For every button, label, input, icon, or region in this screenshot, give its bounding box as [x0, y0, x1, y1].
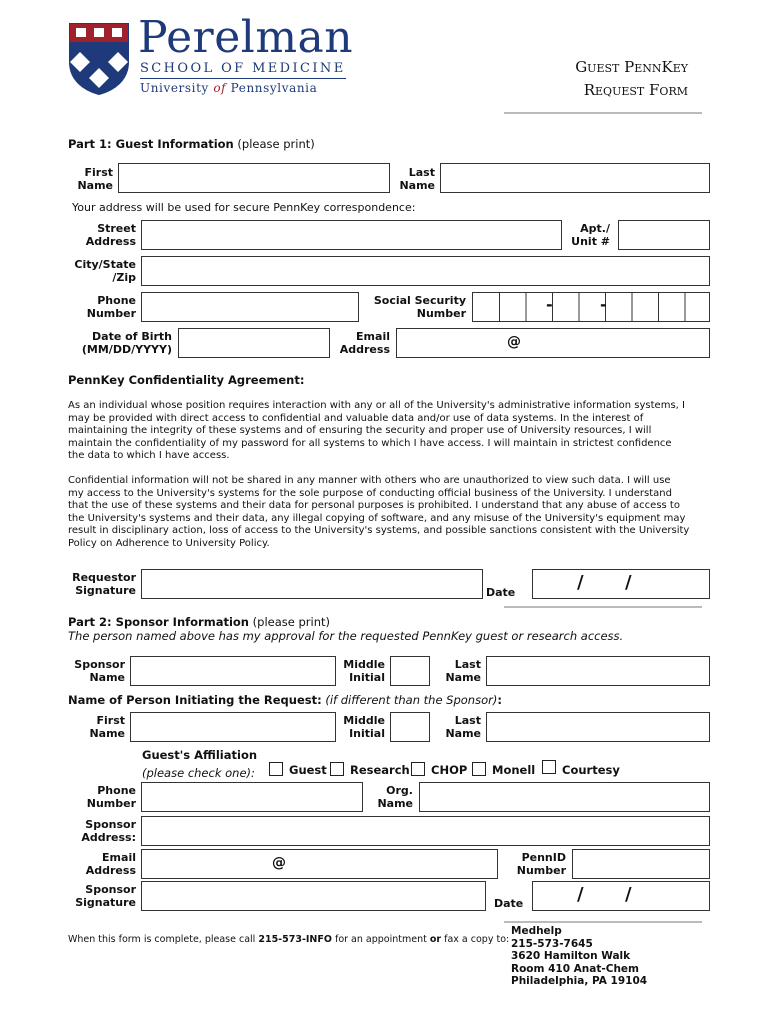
checkbox-guest[interactable]	[269, 762, 283, 776]
date-slash-2: /	[625, 572, 632, 593]
sponsor-address-label: Sponsor Address:	[81, 818, 136, 844]
apt-label: Apt./ Unit #	[571, 222, 610, 248]
sponsor-email-label: Email Address	[85, 851, 136, 877]
requestor-signature-input[interactable]	[141, 569, 483, 599]
sponsor-signature-input[interactable]	[141, 881, 486, 911]
logo-school: SCHOOL OF MEDICINE	[140, 61, 346, 76]
part-divider	[504, 606, 702, 608]
sponsor-last-input[interactable]	[486, 656, 710, 686]
first-name-label: First Name	[77, 166, 113, 192]
approval-note: The person named above has my approval for the requested PennKey guest or research access.	[68, 629, 624, 643]
checkbox-courtesy[interactable]	[542, 760, 556, 774]
sponsor-email-input[interactable]	[141, 849, 498, 879]
logo-university: University of Pennsylvania	[140, 81, 318, 95]
header-rule	[504, 112, 702, 114]
initiator-last-input[interactable]	[486, 712, 710, 742]
label-chop: CHOP	[431, 763, 468, 777]
fax-address: Medhelp 215-573-7645 3620 Hamilton Walk Room 410 Anat-Chem Philadelphia, PA 19104	[511, 925, 648, 988]
footer-instructions: When this form is complete, please call 215-573-INFO for an appointment or fax a copy to:	[68, 934, 510, 945]
initiator-last-label: Last Name	[445, 714, 481, 740]
dob-input[interactable]	[178, 328, 330, 358]
sponsor-phone-input[interactable]	[141, 782, 363, 812]
ssn-dash-1: -	[546, 295, 553, 314]
initiator-middle-input[interactable]	[390, 712, 430, 742]
ssn-input[interactable]	[472, 292, 710, 322]
sponsor-signature-label: Sponsor Signature	[75, 883, 136, 909]
affiliation-note: (please check one):	[142, 766, 255, 780]
label-guest: Guest	[289, 763, 327, 777]
label-courtesy: Courtesy	[562, 763, 620, 777]
email-input[interactable]	[396, 328, 710, 358]
date-slash-1: /	[577, 572, 584, 593]
initiator-middle-label: Middle Initial	[343, 714, 385, 740]
checkbox-research[interactable]	[330, 762, 344, 776]
dob-label: Date of Birth (MM/DD/YYYY)	[81, 330, 172, 356]
initiator-heading: Name of Person Initiating the Request: (if different than the Sponsor):	[68, 693, 502, 707]
sponsor-last-label: Last Name	[445, 658, 481, 684]
agreement-heading: PennKey Confidentiality Agreement:	[68, 373, 305, 387]
sponsor-date-slash-2: /	[625, 884, 632, 905]
sponsor-middle-input[interactable]	[390, 656, 430, 686]
form-title: Guest PennKey Request Form	[575, 58, 688, 99]
part2-heading: Part 2: Sponsor Information (please print)	[68, 615, 330, 629]
address-note: Your address will be used for secure PennKey correspondence:	[72, 201, 416, 214]
first-name-input[interactable]	[118, 163, 390, 193]
sponsor-middle-label: Middle Initial	[343, 658, 385, 684]
sponsor-date-input[interactable]	[532, 881, 710, 911]
email-label: Email Address	[339, 330, 390, 356]
checkbox-monell[interactable]	[472, 762, 486, 776]
sponsor-date-slash-1: /	[577, 884, 584, 905]
logo-name: Perelman	[138, 12, 354, 63]
street-input[interactable]	[141, 220, 562, 250]
phone-label: Phone Number	[86, 294, 136, 320]
affiliation-label: Guest's Affiliation	[142, 748, 258, 762]
city-label: City/State /Zip	[74, 258, 136, 284]
sponsor-name-input[interactable]	[130, 656, 336, 686]
sponsor-date-label: Date	[494, 897, 524, 910]
sponsor-email-at-sign: @	[272, 855, 286, 871]
footer-divider	[504, 921, 702, 923]
pennid-label: PennID Number	[516, 851, 566, 877]
initiator-first-input[interactable]	[130, 712, 336, 742]
initiator-first-label: First Name	[89, 714, 125, 740]
penn-shield-logo	[68, 22, 130, 96]
org-name-label: Org. Name	[377, 784, 413, 810]
label-monell: Monell	[492, 763, 536, 777]
last-name-input[interactable]	[440, 163, 710, 193]
ssn-dash-2: -	[600, 295, 607, 314]
requestor-date-label: Date	[486, 586, 516, 599]
sponsor-phone-label: Phone Number	[86, 784, 136, 810]
org-name-input[interactable]	[419, 782, 710, 812]
requestor-date-input[interactable]	[532, 569, 710, 599]
pennid-input[interactable]	[572, 849, 710, 879]
requestor-signature-label: Requestor Signature	[72, 571, 136, 597]
last-name-label: Last Name	[399, 166, 435, 192]
street-label: Street Address	[85, 222, 136, 248]
sponsor-address-input[interactable]	[141, 816, 710, 846]
city-input[interactable]	[141, 256, 710, 286]
phone-input[interactable]	[141, 292, 359, 322]
logo-divider	[140, 78, 346, 79]
email-at-sign: @	[507, 334, 521, 350]
sponsor-name-label: Sponsor Name	[74, 658, 125, 684]
checkbox-chop[interactable]	[411, 762, 425, 776]
apt-input[interactable]	[618, 220, 710, 250]
label-research: Research	[350, 763, 410, 777]
part1-heading: Part 1: Guest Information (please print)	[68, 137, 315, 151]
ssn-label: Social Security Number	[373, 294, 466, 320]
